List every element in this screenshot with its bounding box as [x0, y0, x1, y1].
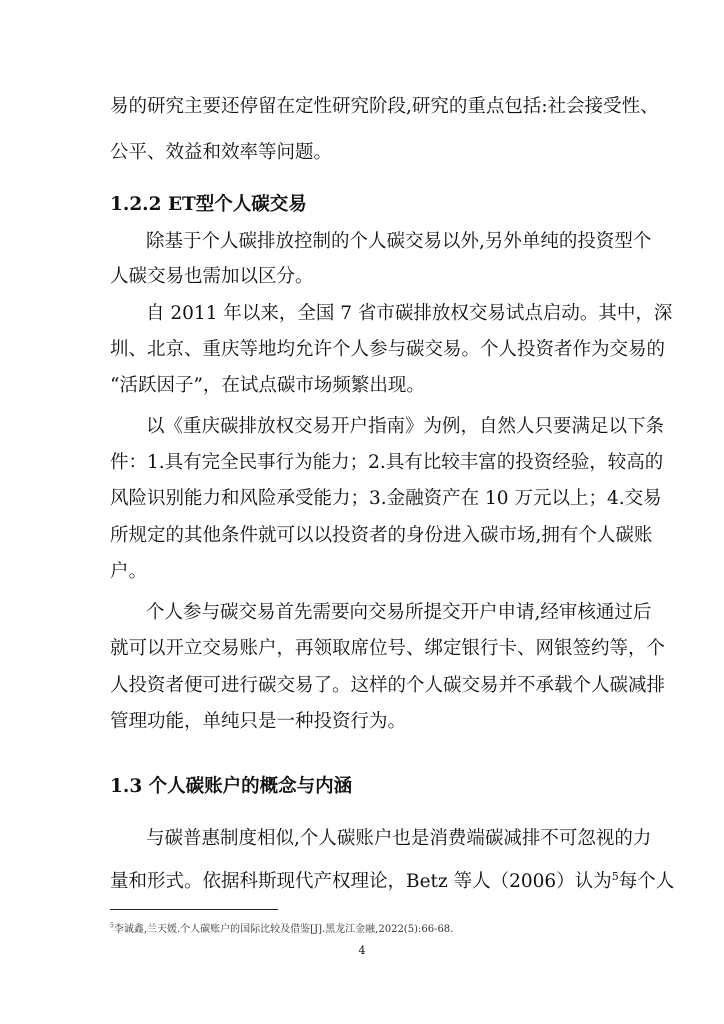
page-number: 4: [358, 944, 366, 957]
body-line: 与碳普惠制度相似,个人碳账户也是消费端碳减排不可忽视的力: [146, 828, 652, 849]
body-text: 量和形式。依据科斯现代产权理论，Betz 等人（2006）认为: [110, 871, 612, 893]
footnote-divider: [110, 909, 278, 910]
body-line: 除基于个人碳排放控制的个人碳交易以外,另外单纯的投资型个: [146, 231, 652, 252]
footnote-marker: 5: [110, 922, 114, 930]
body-line: [110, 865, 675, 894]
body-line: 人投资者便可进行碳交易了。这样的个人碳交易并不承载个人碳减排: [110, 675, 666, 696]
body-line: 风险识别能力和风险承受能力；3.金融资产在 10 万元以上；4.交易: [110, 488, 662, 509]
body-line: 易的研究主要还停留在定性研究阶段,研究的重点包括:社会接受性、: [110, 96, 659, 117]
section-heading-1-3: 1.3 个人碳账户的概念与内涵: [110, 776, 353, 797]
body-text: 每个人: [618, 871, 675, 893]
body-line: 就可以开立交易账户，再领取席位号、绑定银行卡、网银签约等，个: [110, 638, 666, 659]
body-line: 管理功能，单纯只是一种投资行为。: [110, 711, 407, 732]
body-line: 件：1.具有完全民事行为能力；2.具有比较丰富的投资经验，较高的: [110, 452, 664, 473]
section-heading-1-2-2: 1.2.2 ET型个人碳交易: [110, 194, 307, 215]
body-line: 公平、效益和效率等问题。: [110, 142, 333, 163]
body-line: 所规定的其他条件就可以以投资者的身份进入碳市场,拥有个人碳账: [110, 525, 653, 546]
body-line: 以《重庆碳排放权交易开户指南》为例，自然人只要满足以下条: [146, 416, 665, 437]
footnote: [110, 920, 453, 935]
body-line: 人碳交易也需加以区分。: [110, 266, 314, 287]
body-line: “活跃因子”，在试点碳市场频繁出现。: [110, 375, 425, 396]
body-line: 自 2011 年以来，全国 7 省市碳排放权交易试点启动。其中，深: [146, 303, 673, 324]
body-line: 户。: [110, 561, 148, 582]
body-line: 圳、北京、重庆等地均允许个人参与碳交易。个人投资者作为交易的: [110, 339, 666, 360]
footnote-reference[interactable]: 5: [611, 870, 619, 883]
footnote-text: 李诚鑫,兰天媛.个人碳账户的国际比较及借鉴[J].黑龙江金融,2022(5):66-68.: [113, 924, 454, 935]
body-line: 个人参与碳交易首先需要向交易所提交开户申请,经审核通过后: [146, 602, 652, 623]
